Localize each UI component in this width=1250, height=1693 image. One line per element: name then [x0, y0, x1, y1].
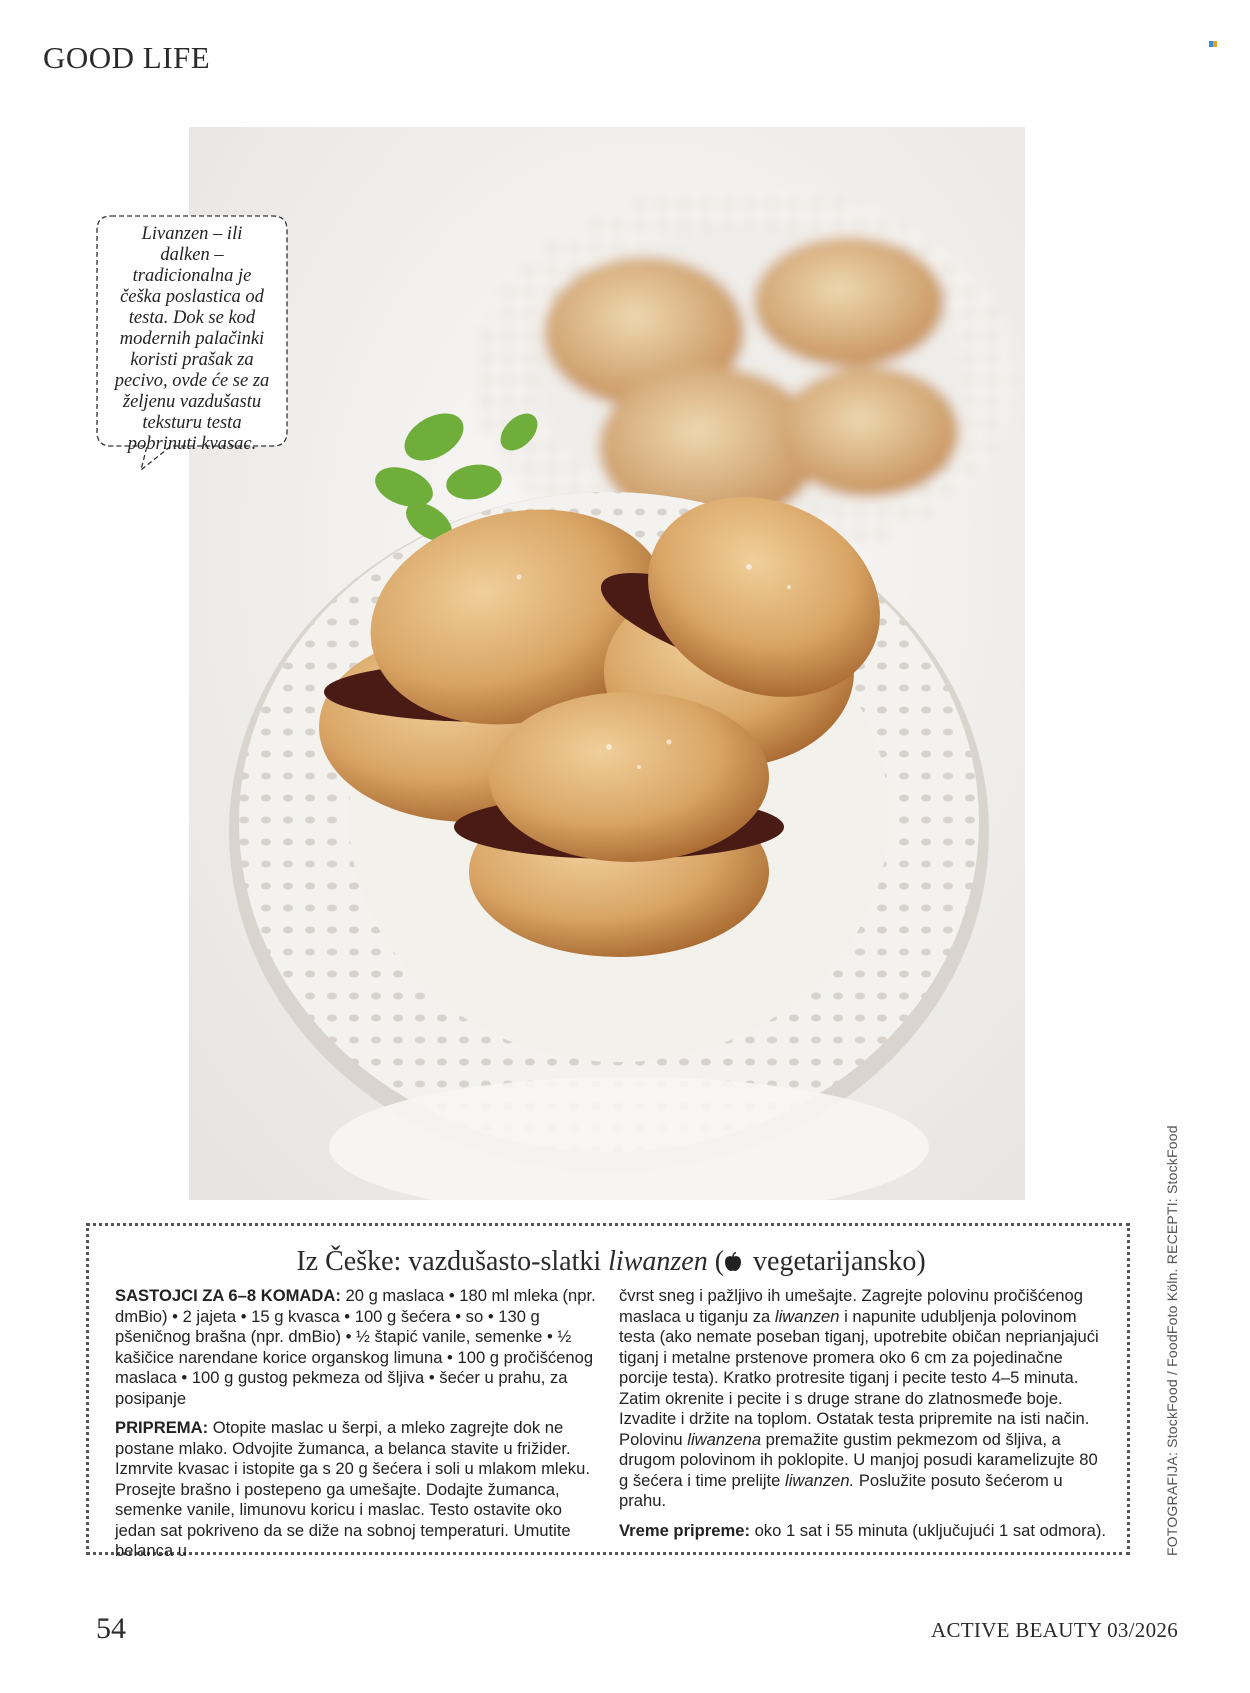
magazine-issue: ACTIVE BEAUTY 03/2026: [931, 1618, 1178, 1642]
recipe-title: Iz Češke: vazdušasto-slatki liwanzen ( vegetarijansko): [296, 1246, 926, 1277]
preparation-paragraph: [115, 1418, 597, 1562]
ingredients-paragraph: [115, 1286, 597, 1409]
prep-time-label: Vreme pripreme:: [619, 1520, 750, 1540]
color-mark: [1209, 34, 1217, 40]
callout-text: Livanzen – ili dalken – tradicionalna je češka poslastica od testa. Dok se kod modernih palačinki koristi prašak za pecivo, ovde će se za željenu vazdušastu teksturu testa pobrinuti kvasac.: [114, 224, 270, 454]
apple-icon: [724, 1252, 742, 1272]
page-number: 54: [96, 1612, 126, 1645]
preparation-label: PRIPREMA:: [115, 1418, 209, 1437]
prep-time-text: oko 1 sat i 55 minuta (uključujući 1 sat odmora).: [749, 1520, 1106, 1540]
prep-time-paragraph: [619, 1521, 1111, 1542]
photo-credit: FOTOGRAFIJA: StockFood / FoodFoto Köln. RECEPTI: StockFood: [1164, 1125, 1180, 1556]
food-photo: [189, 127, 1025, 1200]
section-header: GOOD LIFE: [43, 40, 211, 75]
callout-bubble: [93, 212, 291, 472]
recipe-left-column: [115, 1286, 597, 1571]
preparation-continued: čvrst sneg i pažljivo ih umešajte. Zagrejte polovinu pročišćenog maslaca u tiganju za liwanzen i napunite udubljenja polovinom testa (ako nemate poseban tiganj, upotrebite običan neprianjajući tiganj i metalne prstenove promera oko 6 cm za pojedinačne porcije testa). Kratko protresite tiganj i pecite testo 4–5 minuta. Zatim okrenite i pecite i s druge strane do zlatnosmeđe boje. Izvadite i držite na toplom. Ostatak testa pripremite na isti način. Polovinu liwanzena premažite gustim pekmezom od šljiva, a drugom polovinom ih poklopite. U manjoj posudi karamelizujte 80 g šećera i time prelijte liwanzen. Poslužite posuto šećerom u prahu.: [619, 1286, 1099, 1510]
recipe-box: [86, 1223, 1130, 1560]
ingredients-label: SASTOJCI ZA 6–8 KOMADA:: [115, 1286, 341, 1305]
ingredients-text: 20 g maslaca • 180 ml mleka (npr. dmBio) • 2 jajeta • 15 g kvasca • 100 g šećera • so • 130 g pšeničnog brašna (npr. dmBio) • ½ štapić vanile, semenke • ½ kašičice narendane korice organskog limuna • 100 g pročišćenog maslaca • 100 g gustog pekmeza od šljiva • šećer u prahu, za posipanje: [115, 1286, 596, 1408]
recipe-right-column: [619, 1286, 1111, 1550]
preparation-text: Otopite maslac u šerpi, a mleko zagrejte dok ne postane mlako. Odvojite žumanca, a belanca stavite u frižider. Izmrvite kvasac i istopite ga s 20 g šećera i soli u mlakom mleku. Prosejte brašno i postepeno ga umešajte. Dodajte žumanca, semenke vanile, limunovu koricu i maslac. Testo ostavite oko jedan sat pokriveno da se diže na sobnoj temperaturi. Umutite belanca u: [115, 1418, 590, 1560]
